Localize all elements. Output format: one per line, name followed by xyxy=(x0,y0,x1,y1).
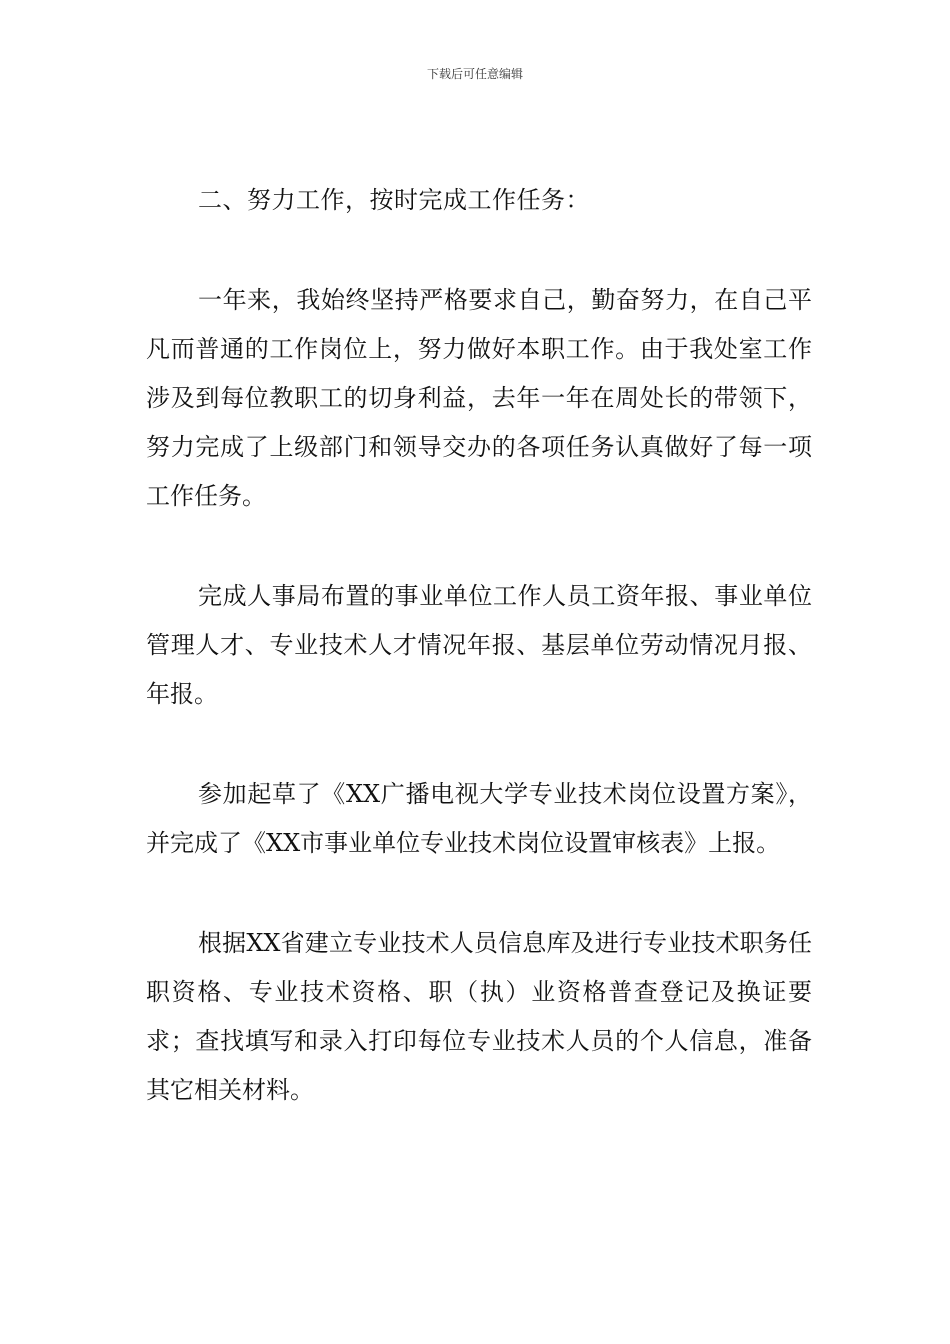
paragraph-summary: 一年来，我始终坚持严格要求自己，勤奋努力，在自己平凡而普通的工作岗位上，努力做好本职工作。由于我处室工作涉及到每位教职工的切身利益，去年一年在周处长的带领下，努力完成了上级部门和领导交办的各项任务认真做好了每一项工作任务。 xyxy=(146,286,812,510)
paragraph-info-database: 根据XX省建立专业技术人员信息库及进行专业技术职务任职资格、专业技术资格、职（执）业资格普查登记及换证要求；查找填写和录入打印每位专业技术人员的个人信息，准备其它相关材料。 xyxy=(146,929,812,1104)
paragraph-post-setting: 参加起草了《XX广播电视大学专业技术岗位设置方案》，并完成了《XX市事业单位专业技术岗位设置审核表》上报。 xyxy=(146,780,812,857)
paragraph-annual-reports: 完成人事局布置的事业单位工作人员工资年报、事业单位管理人才、专业技术人才情况年报、基层单位劳动情况月报、年报。 xyxy=(146,582,812,708)
document-body xyxy=(146,176,812,1115)
header-note: 下载后可任意编辑 xyxy=(426,67,523,81)
section-heading: 二、努力工作，按时完成工作任务： xyxy=(198,186,590,214)
